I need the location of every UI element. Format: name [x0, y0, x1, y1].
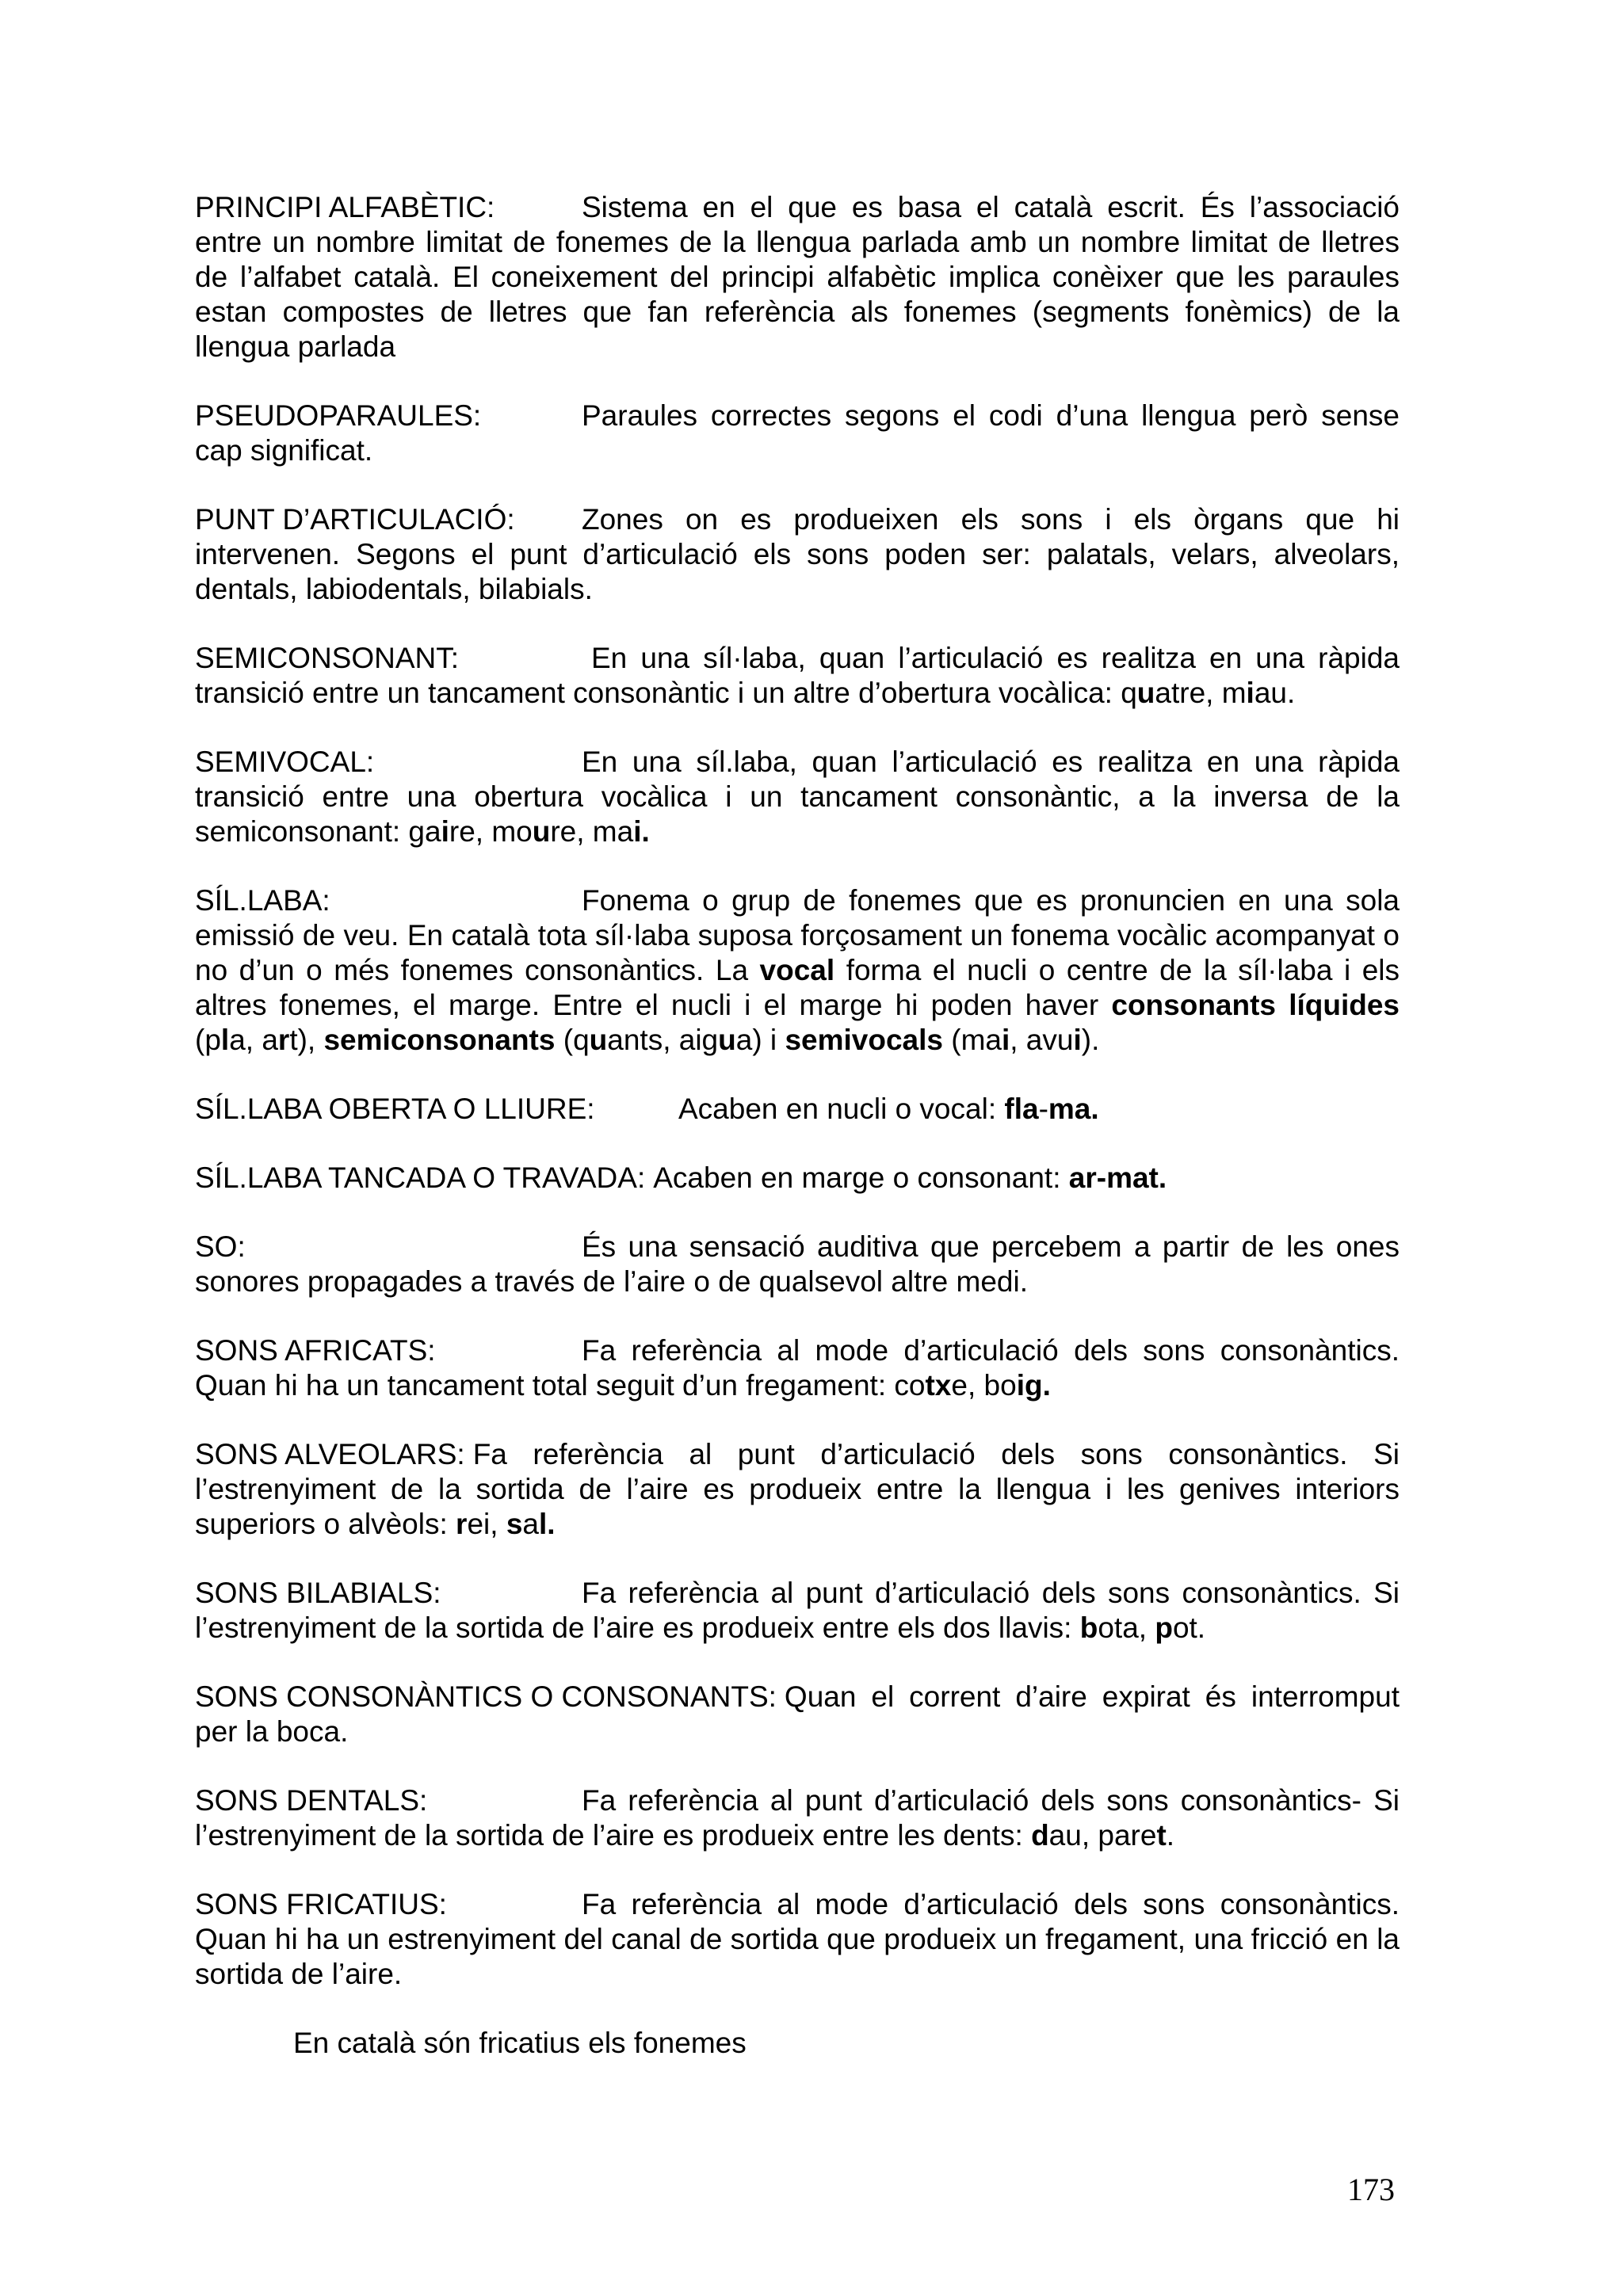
entry-so: [195, 1230, 1400, 1299]
entry-definition: Acaben en nucli o vocal: fla-ma.: [678, 1093, 1099, 1125]
entry-principi-alfabetic: [195, 190, 1400, 364]
entry-term: PRINCIPI ALFABÈTIC:: [195, 191, 495, 223]
entry-definition: Quan el corrent d’aire expirat és interromput per la boca.: [195, 1680, 1400, 1748]
entry-sons-africats: [195, 1333, 1400, 1403]
entry-term: PUNT D’ARTICULACIÓ:: [195, 503, 515, 536]
entry-term: SÍL.LABA:: [195, 884, 330, 917]
fricatius-note: En català són fricatius els fonemes: [293, 2027, 747, 2059]
entry-definition: Fa referència al punt d’articulació dels sons consonàntics- Si l’estrenyiment de la sortida de l’aire es produeix entre les dents: dau, paret.: [195, 1784, 1400, 1852]
entry-definition: Sistema en el que es basa el català escrit. És l’associació entre un nombre limitat de fonemes de la llengua parlada amb un nombre limitat de lletres de l’alfabet català. El coneixement del principi alfabètic implica conèixer que les paraules estan compostes de lletres que fan referència als fonemes (segments fonèmics) de la llengua parlada: [195, 191, 1400, 363]
entry-term: PSEUDOPARAULES:: [195, 399, 482, 432]
entry-definition: En una síl.laba, quan l’articulació es realitza en una ràpida transició entre una obertura vocàlica i un tancament consonàntic, a la inversa de la semiconsonant: gaire, moure, mai.: [195, 746, 1400, 848]
entry-term: SONS DENTALS:: [195, 1784, 428, 1817]
entry-sillaba: [195, 883, 1400, 1058]
entry-sillaba-oberta: [195, 1092, 1400, 1127]
entry-sons-alveolars: [195, 1437, 1400, 1542]
entry-term: SONS AFRICATS:: [195, 1334, 436, 1367]
entry-definition: Fa referència al mode d’articulació dels sons consonàntics. Quan hi ha un estrenyiment del canal de sortida que produeix un fregament, una fricció en la sortida de l’aire.: [195, 1888, 1400, 1990]
entry-definition: Fa referència al punt d’articulació dels sons consonàntics. Si l’estrenyiment de la sortida de l’aire es produeix entre els dos llavis: bota, pot.: [195, 1577, 1400, 1644]
entry-semivocal: [195, 745, 1400, 849]
glossary-page: [195, 190, 1400, 2061]
entry-definition: Zones on es produeixen els sons i els òrgans que hi intervenen. Segons el punt d’articulació els sons poden ser: palatals, velars, alveolars, dentals, labiodentals, bilabials.: [195, 503, 1400, 605]
entry-term: SEMICONSONANT:: [195, 642, 460, 674]
entry-term: SONS ALVEOLARS:: [195, 1438, 465, 1470]
entry-definition: Fa referència al punt d’articulació dels sons consonàntics. Si l’estrenyiment de la sortida de l’aire es produeix entre la llengua i les genives interiors superiors o alvèols: rei, sal.: [195, 1438, 1400, 1540]
entry-sons-fricatius: [195, 1887, 1400, 1992]
entry-punt-articulacio: [195, 502, 1400, 607]
entry-pseudoparaules: [195, 399, 1400, 468]
entry-sons-dentals: [195, 1783, 1400, 1853]
entry-definition: És una sensació auditiva que percebem a partir de les ones sonores propagades a través de l’aire o de qualsevol altre medi.: [195, 1230, 1400, 1298]
entry-sons-consonantics: [195, 1680, 1400, 1749]
entry-term: SÍL.LABA TANCADA O TRAVADA:: [195, 1161, 646, 1194]
entry-term: SONS BILABIALS:: [195, 1577, 441, 1609]
entry-term: SÍL.LABA OBERTA O LLIURE:: [195, 1093, 595, 1125]
entry-term: SONS CONSONÀNTICS O CONSONANTS:: [195, 1680, 777, 1713]
entry-sons-bilabials: [195, 1576, 1400, 1646]
entry-definition: Paraules correctes segons el codi d’una llengua però sense cap significat.: [195, 399, 1400, 467]
entry-definition: Fonema o grup de fonemes que es pronuncien en una sola emissió de veu. En català tota síl·laba suposa forçosament un fonema vocàlic acompanyat o no d’un o més fonemes consonàntics. La vocal forma el nucli o centre de la síl·laba i els altres fonemes, el marge. Entre el nucli i el marge hi poden haver consonants líquides (pla, art), semiconsonants (quants, aigua) i semivocals (mai, avui).: [195, 884, 1400, 1056]
entry-semiconsonant: [195, 641, 1400, 711]
entry-definition: Acaben en marge o consonant: ar-mat.: [653, 1161, 1167, 1194]
entry-definition: Fa referència al mode d’articulació dels sons consonàntics. Quan hi ha un tancament total seguit d’un fregament: cotxe, boig.: [195, 1334, 1400, 1402]
entry-term: SEMIVOCAL:: [195, 746, 375, 778]
entry-definition: En una síl·laba, quan l’articulació es realitza en una ràpida transició entre un tancament consonàntic i un altre d’obertura vocàlica: quatre, miau.: [195, 642, 1400, 709]
entry-term: SO:: [195, 1230, 246, 1263]
page-number: 173: [1347, 2172, 1395, 2207]
entry-sillaba-tancada: [195, 1161, 1400, 1196]
entry-term: SONS FRICATIUS:: [195, 1888, 447, 1920]
